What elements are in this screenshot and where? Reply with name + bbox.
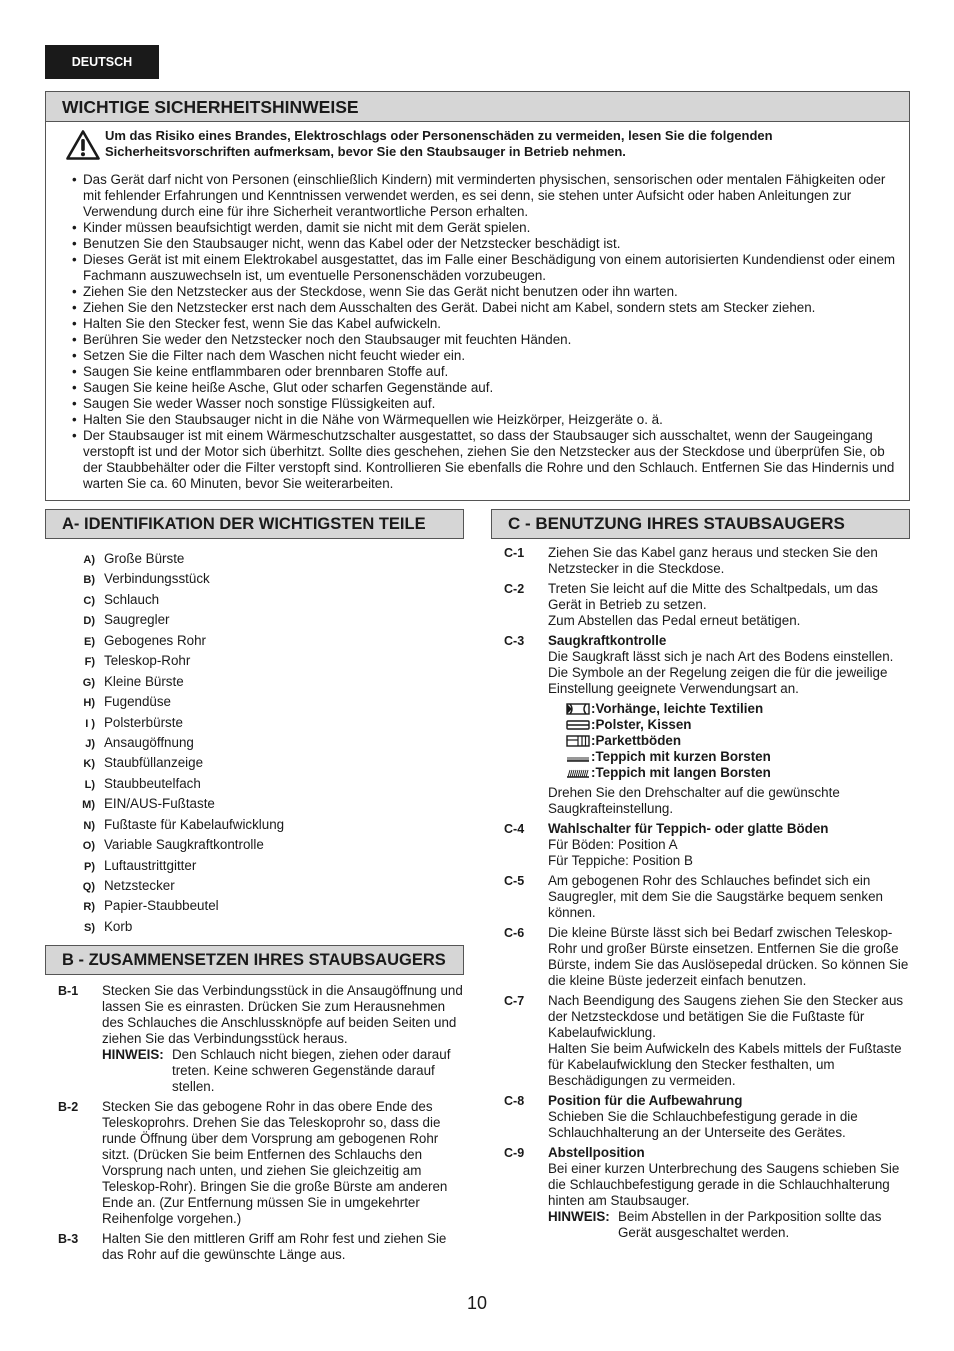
part-item: [70, 610, 450, 630]
part-name: Fußtaste für Kabelaufwicklung: [104, 816, 285, 832]
part-label: R): [83, 901, 95, 914]
section-c-title: C - BENUTZUNG IHRES STAUBSAUGERS: [491, 509, 910, 539]
safety-item-text: Das Gerät darf nicht von Personen (einschließlich Kindern) mit verminderten physischen, sensorischen oder mentalen Fähigkeiten oder mit fehlender Erfahrungen und Kenntnissen verwendet werden, es sei denn, sie stehen unter Aufsicht oder haben Anleitungen zur Verwendung durch eine für ihre Sicherheit verantwortliche Person erhalten.: [83, 172, 886, 219]
safety-item-text: Saugen Sie keine entflammbaren oder brennbaren Stoffe auf.: [83, 364, 449, 379]
upholstery-icon: [566, 719, 590, 731]
part-item: [70, 733, 450, 753]
step-number: C-4: [504, 822, 525, 836]
part-item: [70, 876, 450, 896]
safety-item: [74, 332, 900, 348]
step-title: Wahlschalter für Teppich- oder glatte Böden: [548, 821, 829, 836]
safety-item-text: Ziehen Sie den Netzstecker aus der Steckdose, wenn Sie das Gerät nicht benutzen oder ihn warten.: [83, 284, 678, 299]
step-c7: [504, 993, 914, 1089]
page-number: 10: [466, 1293, 488, 1313]
part-label: C): [83, 594, 95, 607]
step-text: Treten Sie leicht auf die Mitte des Schaltpedals, um das Gerät in Betrieb zu setzen.: [548, 581, 878, 612]
step-number: B-1: [58, 984, 79, 998]
part-item: [70, 651, 450, 671]
part-name: Staubfüllanzeige: [104, 755, 204, 771]
step-note: [548, 1209, 914, 1241]
suction-symbols: [566, 701, 914, 781]
part-item: [70, 917, 450, 937]
symbol-long-carpet: :Teppich mit langen Borsten: [566, 765, 914, 781]
bullet-icon: •: [72, 412, 77, 427]
part-name: Gebogenes Rohr: [104, 632, 206, 648]
part-name: Kleine Bürste: [104, 673, 184, 689]
step-number: C-2: [504, 582, 525, 596]
step-text: Für Böden: Position A: [548, 837, 678, 852]
safety-item: [74, 284, 900, 300]
part-name: Papier-Staubbeutel: [104, 898, 219, 914]
part-name: Netzstecker: [104, 878, 175, 893]
bullet-icon: •: [72, 332, 77, 347]
part-name: Teleskop-Rohr: [104, 653, 191, 669]
bullet-icon: •: [72, 220, 77, 235]
step-c6: [504, 925, 914, 989]
part-label: A): [83, 554, 95, 566]
symbol-curtain: :Vorhänge, leichte Textilien: [566, 701, 914, 717]
step-text: Nach Beendigung des Saugens ziehen Sie den Stecker aus der Netzsteckdose und betätigen Sie die Fußtaste für Kabelaufwicklung.: [548, 993, 904, 1040]
part-name: Verbindungsstück: [104, 571, 210, 587]
long-carpet-icon: [566, 767, 590, 779]
safety-item: [74, 316, 900, 332]
symbol-short-carpet: :Teppich mit kurzen Borsten: [566, 749, 914, 765]
step-number: C-7: [504, 994, 525, 1008]
safety-item-text: Halten Sie den Stecker fest, wenn Sie das Kabel aufwickeln.: [83, 316, 442, 331]
safety-item: [74, 348, 900, 364]
part-label: B): [83, 574, 95, 587]
part-name: Saugregler: [104, 612, 170, 628]
section-a-title: A- IDENTIFIKATION DER WICHTIGSTEN TEILE: [45, 509, 464, 539]
safety-item: [74, 252, 900, 284]
part-item: [70, 794, 450, 814]
part-name: Korb: [104, 918, 133, 934]
step-note: [102, 1047, 468, 1095]
part-label: L): [84, 778, 95, 791]
part-name: Fugendüse: [104, 694, 172, 710]
symbol-upholstery: :Polster, Kissen: [566, 717, 914, 733]
part-name: Ansaugöffnung: [104, 734, 194, 750]
part-item: [70, 815, 450, 835]
step-text: Die kleine Bürste lässt sich bei Bedarf zwischen Teleskop-Rohr und großer Bürste einsetzen. Entfernen Sie die große Bürste, indem Sie das Auslösepedal drücken. So können Sie die kleine Büste jederzeit einfach benutzen.: [548, 925, 909, 988]
part-item: [70, 896, 450, 916]
bullet-icon: •: [72, 236, 77, 251]
part-label: G): [82, 676, 95, 689]
part-name: Variable Saugkraftkontrolle: [104, 837, 264, 853]
bullet-icon: •: [72, 172, 77, 187]
step-text: Für Teppiche: Position B: [548, 853, 693, 868]
part-label: H): [83, 697, 95, 710]
step-text: Drehen Sie den Drehschalter auf die gewünschte Saugkrafteinstellung.: [548, 785, 840, 816]
safety-list: [74, 172, 900, 492]
step-number: C-1: [504, 546, 525, 560]
step-text: Stecken Sie das Verbindungsstück in die Ansaugöffnung und lassen Sie es einrasten. Drücken Sie zum Herausnehmen des Schlauches die Anschlussknöpfe auf beiden Seiten und ziehen Sie das Verbindungsstück heraus.: [102, 983, 463, 1046]
note-text: Den Schlauch nicht biegen, ziehen oder darauf treten. Keine schweren Gegenstände darauf stellen.: [172, 1047, 451, 1094]
part-label: M): [82, 799, 95, 812]
step-c1: [504, 545, 914, 577]
safety-item: [74, 364, 900, 380]
part-name: Schlauch: [104, 591, 160, 607]
step-c8: [504, 1093, 914, 1141]
part-item: [70, 753, 450, 773]
step-b1: [58, 983, 468, 1095]
step-number: C-8: [504, 1094, 525, 1108]
step-number: C-9: [504, 1146, 525, 1160]
step-text: Halten Sie den mittleren Griff am Rohr fest und ziehen Sie das Rohr auf die gewünschte Länge aus.: [102, 1231, 447, 1262]
step-b2: [58, 1099, 468, 1227]
part-label: K): [83, 758, 95, 771]
safety-item-text: Kinder müssen beaufsichtigt werden, damit sie nicht mit dem Gerät spielen.: [83, 220, 531, 235]
safety-item-text: Setzen Sie die Filter nach dem Waschen nicht feucht wieder ein.: [83, 348, 466, 363]
part-label: E): [84, 635, 95, 648]
safety-item-text: Saugen Sie keine heiße Asche, Glut oder scharfen Gegenstände auf.: [83, 380, 494, 395]
bullet-icon: •: [72, 380, 77, 395]
note-label: HINWEIS:: [548, 1209, 610, 1224]
safety-item-text: Dieses Gerät ist mit einem Elektrokabel ausgestattet, das im Falle einer Beschädigung von einem autorisierten Kundendienst oder einem Fachmann auszuwechseln ist, um eventuelle Personenschäden vorzubeugen.: [83, 252, 896, 283]
safety-item: [74, 220, 900, 236]
short-carpet-icon: [566, 751, 590, 763]
part-label: O): [82, 840, 95, 853]
bullet-icon: •: [72, 396, 77, 411]
step-text: Schieben Sie die Schlauchbefestigung gerade in die Schlauchhalterung an der Unterseite des Gerätes.: [548, 1109, 858, 1140]
step-text: Ziehen Sie das Kabel ganz heraus und stecken Sie den Netzstecker in die Steckdose.: [548, 545, 878, 576]
safety-item-text: Saugen Sie weder Wasser noch sonstige Flüssigkeiten auf.: [83, 396, 436, 411]
step-title: Position für die Aufbewahrung: [548, 1093, 743, 1108]
step-text: Die Saugkraft lässt sich je nach Art des Bodens einstellen.: [548, 649, 894, 664]
part-label: J): [85, 737, 95, 750]
step-title: Abstellposition: [548, 1145, 645, 1160]
step-text: Am gebogenen Rohr des Schlauches befindet sich ein Saugregler, mit dem Sie die Saugstärke bequem senken können.: [548, 873, 883, 920]
symbol-parquet: :Parkettböden: [566, 733, 914, 749]
part-item: [70, 590, 450, 610]
note-label: HINWEIS:: [102, 1047, 164, 1062]
step-number: C-5: [504, 874, 525, 888]
part-label: F): [84, 656, 95, 669]
step-text: Zum Abstellen das Pedal erneut betätigen.: [548, 613, 801, 628]
section-b-steps: [58, 983, 468, 1267]
step-title: Saugkraftkontrolle: [548, 633, 667, 648]
part-label: P): [84, 860, 95, 873]
step-number: C-6: [504, 926, 525, 940]
warning-triangle-icon: [66, 130, 100, 160]
part-item: [70, 631, 450, 651]
part-item: [70, 856, 450, 876]
part-item: [70, 774, 450, 794]
part-item: [70, 549, 450, 569]
step-number: B-3: [58, 1232, 79, 1246]
safety-warning-text: Um das Risiko eines Brandes, Elektroschlags oder Personenschäden zu vermeiden, lesen Sie die folgenden Sicherheitsvorschriften aufmerksam, bevor Sie den Staubsauger in Betrieb nehmen.: [105, 128, 773, 159]
bullet-icon: •: [72, 316, 77, 331]
language-tab: DEUTSCH: [45, 45, 159, 79]
bullet-icon: •: [72, 348, 77, 363]
part-name: Staubbeutelfach: [104, 775, 201, 791]
note-text: Beim Abstellen in der Parkposition sollte das Gerät ausgeschaltet werden.: [618, 1209, 882, 1240]
part-name: Luftaustrittgitter: [104, 857, 197, 873]
section-c-steps: [504, 545, 914, 1245]
step-c5: [504, 873, 914, 921]
part-label: N): [83, 819, 95, 832]
step-c4: [504, 821, 914, 869]
bullet-icon: •: [72, 300, 77, 315]
safety-item: [74, 412, 900, 428]
bullet-icon: •: [72, 364, 77, 379]
bullet-icon: •: [72, 284, 77, 299]
safety-item: [74, 300, 900, 316]
step-c2: [504, 581, 914, 629]
safety-item-text: Halten Sie den Staubsauger nicht in die Nähe von Wärmequellen wie Heizkörper, Heizgeräte o. ä.: [83, 412, 663, 427]
part-item: [70, 569, 450, 589]
step-text: Stecken Sie das gebogene Rohr in das obere Ende des Teleskoprohrs. Drehen Sie das Teleskoprohr so, dass die runde Öffnung über dem Vorsprung am gebogenen Rohr sitzt. (Drücken Sie beim Entfernen des Schlauchs den Vorsprung nach unten, und ziehen Sie gleichzeitig am Teleskop-Rohr). Bringen Sie die große Bürste am anderen Ende an. (Zur Entfernung müssen Sie in umgekehrter Reihenfolge vorgehen.): [102, 1099, 448, 1226]
safety-item: [74, 380, 900, 396]
parquet-icon: [566, 735, 590, 747]
bullet-icon: •: [72, 428, 77, 443]
safety-item: [74, 172, 900, 220]
part-label: S): [84, 921, 95, 934]
part-name: Polsterbürste: [104, 714, 183, 730]
safety-item: [74, 396, 900, 412]
part-label: Q): [82, 881, 95, 893]
step-text: Halten Sie beim Aufwickeln des Kabels mittels der Fußtaste für Kabelaufwicklung den Stecker festhalten, um Beschädigungen zu vermeiden.: [548, 1041, 902, 1088]
step-c9: [504, 1145, 914, 1241]
part-name: EIN/AUS-Fußtaste: [104, 796, 215, 812]
step-number: C-3: [504, 634, 525, 648]
part-item: [70, 713, 450, 733]
safety-item: [74, 428, 900, 492]
parts-list: [70, 549, 450, 937]
part-item: [70, 672, 450, 692]
safety-title: WICHTIGE SICHERHEITSHINWEISE: [46, 92, 909, 122]
bullet-icon: •: [72, 252, 77, 267]
part-name: Große Bürste: [104, 551, 185, 566]
safety-item-text: Der Staubsauger ist mit einem Wärmeschutzschalter ausgestattet, so dass der Staubsauger sich ausschaltet, wenn der Saugeingang verstopft ist und der Motor sich überhitzt. Sollte dies geschehen, ziehen Sie den Netzstecker aus der Steckdose und überprüfen Sie, ob der Staubbehälter oder die Filter verstopft sind. Kontrollieren Sie ebenfalls die Rohre und den Schlauch. Entfernen Sie das Hindernis und warten Sie ca. 60 Minuten, bevor Sie weiterarbeiten.: [83, 428, 895, 491]
safety-item: [74, 236, 900, 252]
safety-item-text: Berühren Sie weder den Netzstecker noch den Staubsauger mit feuchten Händen.: [83, 332, 572, 347]
safety-item-text: Benutzen Sie den Staubsauger nicht, wenn das Kabel oder der Netzstecker beschädigt ist.: [83, 236, 621, 251]
part-label: D): [83, 615, 95, 628]
step-text: Bei einer kurzen Unterbrechung des Saugens schieben Sie die Schlauchbefestigung gerade in die Schlauchhalterung hinten am Staubsauger.: [548, 1161, 900, 1208]
step-number: B-2: [58, 1100, 79, 1114]
step-c3: [504, 633, 914, 817]
part-item: [70, 692, 450, 712]
safety-item-text: Ziehen Sie den Netzstecker erst nach dem Ausschalten des Gerät. Dabei nicht am Kabel, sondern stets am Stecker ziehen.: [83, 300, 816, 315]
step-b3: [58, 1231, 468, 1263]
section-b-title: B - ZUSAMMENSETZEN IHRES STAUBSAUGERS: [45, 945, 464, 975]
safety-warning: [64, 128, 909, 168]
step-text: Die Symbole an der Regelung zeigen die für die jeweilige Einstellung geeignete Verwendungsart an.: [548, 665, 888, 696]
curtain-icon: [566, 703, 590, 715]
part-item: [70, 835, 450, 855]
part-label: I ): [85, 717, 95, 730]
safety-box: [45, 91, 910, 501]
